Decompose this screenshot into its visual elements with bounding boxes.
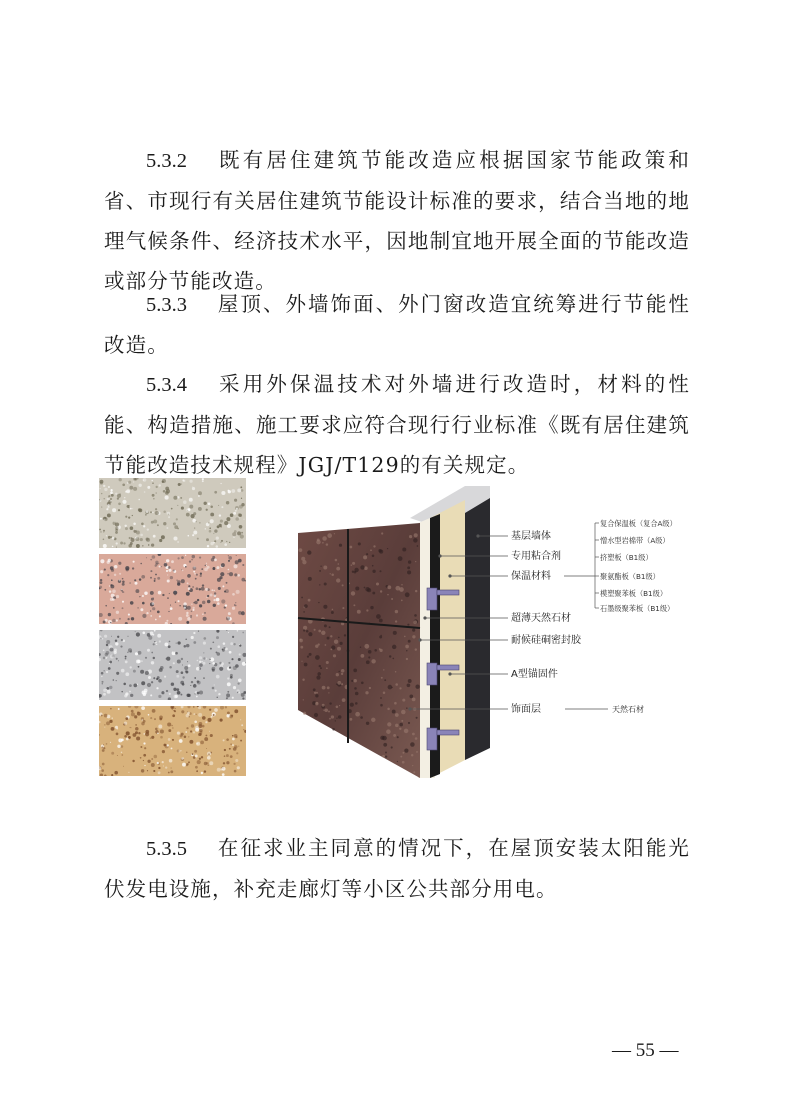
anchor — [437, 590, 459, 595]
label-finish-layer: 饰面层 — [511, 704, 541, 715]
insulation-option: 憎水型岩棉带（A级） — [600, 536, 670, 545]
label-thin-stone: 超薄天然石材 — [511, 613, 571, 624]
label-anchor: A型锚固件 — [511, 669, 558, 680]
granite-texture — [99, 554, 246, 624]
wall-insulation-diagram — [290, 478, 710, 778]
stone-sample-swatch — [99, 706, 246, 776]
anchor — [427, 663, 437, 685]
label-sealant: 耐候硅硐密封胶 — [511, 635, 581, 646]
anchor — [437, 665, 459, 670]
page-number: — 55 — — [612, 1040, 679, 1061]
clause-number: 5.3.2 — [146, 150, 187, 172]
label-base-wall: 基层墙体 — [511, 531, 551, 542]
clause-5-3-5 — [104, 828, 690, 909]
clause-number: 5.3.5 — [146, 838, 187, 860]
label-adhesive: 专用粘合剂 — [511, 551, 561, 562]
insulation-option: 挤塑板（B1级） — [600, 553, 653, 562]
anchor — [427, 728, 437, 750]
clause-5-3-3 — [104, 284, 690, 365]
insulation-option: 聚氨酯板（B1级） — [600, 572, 660, 581]
insulation-option: 模塑聚苯板（B1级） — [600, 589, 668, 598]
base-wall-side — [465, 486, 490, 760]
stone-sample-swatch — [99, 478, 246, 548]
stone-sample-swatch — [99, 554, 246, 624]
clause-number: 5.3.3 — [146, 294, 187, 316]
clause-5-3-4 — [104, 364, 690, 485]
insulation-option: 石墨级聚苯板（B1级） — [600, 604, 675, 613]
clause-text: 既有居住建筑节能改造应根据国家节能政策和省、市现行有关居住建筑节能设计标准的要求，结合当地的地理气候条件、经济技术水平，因地制宜地开展全面的节能改造或部分节能改造。 — [104, 148, 690, 293]
label-natural-stone: 天然石材 — [612, 705, 644, 714]
granite-texture — [99, 630, 246, 700]
insulation-option: 复合保温板（复合A级） — [600, 519, 677, 528]
insulation-option-list — [600, 519, 677, 613]
clause-text: 在征求业主同意的情况下，在屋顶安装太阳能光伏发电设施，补充走廊灯等小区公共部分用电。 — [104, 836, 690, 901]
stone-sample-swatch — [99, 630, 246, 700]
stone-sample-column — [99, 478, 246, 782]
anchor — [437, 730, 459, 735]
granite-texture — [99, 478, 246, 548]
stone-facade — [298, 523, 420, 778]
label-insulation: 保温材料 — [511, 571, 551, 582]
clause-5-3-2 — [104, 140, 690, 301]
option-ticks — [595, 523, 599, 608]
granite-texture — [99, 706, 246, 776]
clause-text: 屋顶、外墙饰面、外门窗改造宜统筹进行节能性改造。 — [104, 292, 690, 357]
anchor — [427, 588, 437, 610]
clause-text: 采用外保温技术对外墙进行改造时，材料的性能、构造措施、施工要求应符合现行行业标准《既有居住建筑节能改造技术规程》JGJ/T129的有关规定。 — [104, 372, 690, 477]
clause-number: 5.3.4 — [146, 374, 187, 396]
